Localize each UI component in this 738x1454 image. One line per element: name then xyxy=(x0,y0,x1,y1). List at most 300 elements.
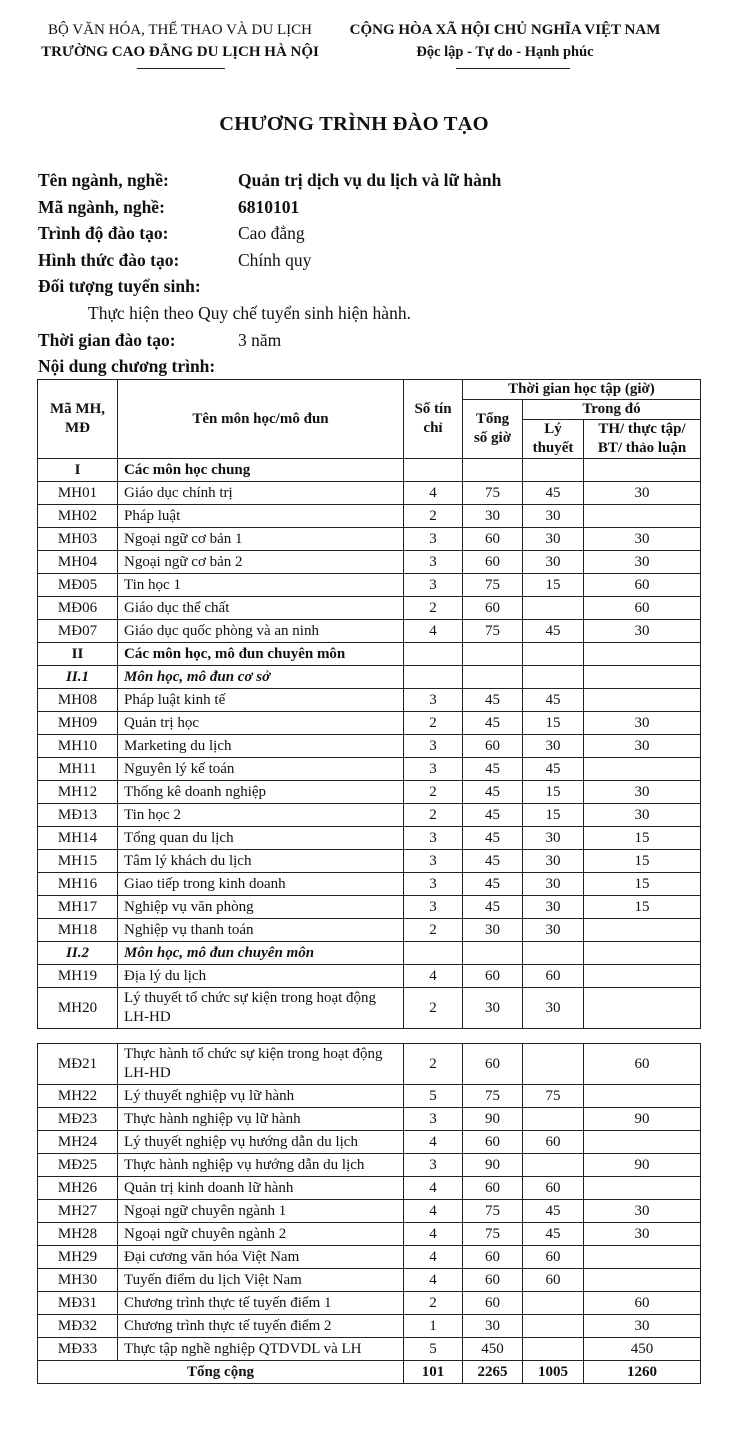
cell-total: 45 xyxy=(463,689,523,712)
table-row xyxy=(38,1315,701,1338)
cell-name: Tổng quan du lịch xyxy=(118,827,404,850)
cell-name: Thực hành nghiệp vụ lữ hành xyxy=(118,1108,404,1131)
cell-practice xyxy=(584,988,701,1029)
cell-code: MH11 xyxy=(38,758,118,781)
cell-code: MH24 xyxy=(38,1131,118,1154)
total-theory: 1005 xyxy=(523,1361,584,1384)
cell-total: 60 xyxy=(463,1246,523,1269)
cell-theory: 15 xyxy=(523,712,584,735)
cell-practice: 30 xyxy=(584,712,701,735)
table-row xyxy=(38,1044,701,1085)
cell-total: 60 xyxy=(463,1131,523,1154)
cell-total: 45 xyxy=(463,850,523,873)
cell-code: MH27 xyxy=(38,1200,118,1223)
cell-credits: 5 xyxy=(404,1085,463,1108)
table-row xyxy=(38,528,701,551)
cell-practice: 90 xyxy=(584,1154,701,1177)
info-label: Tên ngành, nghề: xyxy=(38,170,169,190)
cell-total: 60 xyxy=(463,965,523,988)
cell-credits: 3 xyxy=(404,896,463,919)
cell-credits: 4 xyxy=(404,1200,463,1223)
total-practice: 1260 xyxy=(584,1361,701,1384)
info-label: Đối tượng tuyển sinh: xyxy=(38,276,201,297)
cell-theory xyxy=(523,666,584,689)
total-label: Tổng cộng xyxy=(38,1361,404,1384)
cell-credits xyxy=(404,459,463,482)
national-motto: Độc lập - Tự do - Hạnh phúc xyxy=(416,44,594,60)
cell-name: Nghiệp vụ thanh toán xyxy=(118,919,404,942)
left-underline-divider xyxy=(137,68,225,69)
cell-name: Pháp luật xyxy=(118,505,404,528)
total-row xyxy=(38,1361,701,1384)
info-row-level xyxy=(38,220,501,247)
cell-credits: 2 xyxy=(404,804,463,827)
cell-total: 60 xyxy=(463,528,523,551)
cell-code: MĐ32 xyxy=(38,1315,118,1338)
cell-theory: 60 xyxy=(523,1131,584,1154)
cell-credits: 3 xyxy=(404,850,463,873)
cell-practice: 30 xyxy=(584,735,701,758)
cell-code: MĐ07 xyxy=(38,620,118,643)
cell-practice: 30 xyxy=(584,804,701,827)
cell-theory: 30 xyxy=(523,505,584,528)
cell-code: MĐ21 xyxy=(38,1044,118,1085)
header-theory: Lý thuyết xyxy=(523,420,584,459)
total-hours: 2265 xyxy=(463,1361,523,1384)
subsection-row xyxy=(38,942,701,965)
cell-name: Ngoại ngữ cơ bản 2 xyxy=(118,551,404,574)
cell-practice: 15 xyxy=(584,827,701,850)
info-value: Chính quy xyxy=(238,249,312,270)
cell-theory xyxy=(523,1044,584,1085)
cell-practice: 15 xyxy=(584,873,701,896)
ministry-name: BỘ VĂN HÓA, THỂ THAO VÀ DU LỊCH xyxy=(48,22,312,38)
header-time-group: Thời gian học tập (giờ) xyxy=(463,380,701,400)
cell-name: Thực tập nghề nghiệp QTDVDL và LH xyxy=(118,1338,404,1361)
section-code: II.1 xyxy=(38,666,118,689)
cell-credits: 3 xyxy=(404,873,463,896)
cell-practice: 15 xyxy=(584,850,701,873)
cell-theory: 30 xyxy=(523,988,584,1029)
table-row xyxy=(38,827,701,850)
cell-code: MH04 xyxy=(38,551,118,574)
cell-practice xyxy=(584,1177,701,1200)
cell-total: 60 xyxy=(463,597,523,620)
cell-credits: 3 xyxy=(404,551,463,574)
republic-name: CỘNG HÒA XÃ HỘI CHỦ NGHĨA VIỆT NAM xyxy=(349,22,661,38)
cell-code: MH10 xyxy=(38,735,118,758)
section-name: Môn học, mô đun chuyên môn xyxy=(118,942,404,965)
cell-code: MH17 xyxy=(38,896,118,919)
cell-code: MH26 xyxy=(38,1177,118,1200)
cell-practice: 60 xyxy=(584,1292,701,1315)
cell-name: Địa lý du lịch xyxy=(118,965,404,988)
cell-theory: 60 xyxy=(523,1269,584,1292)
cell-total: 75 xyxy=(463,1200,523,1223)
section-name: Môn học, mô đun cơ sở xyxy=(118,666,404,689)
table-row xyxy=(38,1292,701,1315)
cell-code: MH09 xyxy=(38,712,118,735)
cell-practice xyxy=(584,505,701,528)
cell-credits: 4 xyxy=(404,1246,463,1269)
cell-practice: 15 xyxy=(584,896,701,919)
cell-theory xyxy=(523,1315,584,1338)
cell-theory: 30 xyxy=(523,735,584,758)
table-body-page1 xyxy=(38,459,701,1029)
cell-code: MH03 xyxy=(38,528,118,551)
cell-practice xyxy=(584,942,701,965)
cell-theory: 45 xyxy=(523,1200,584,1223)
info-label: Thời gian đào tạo: xyxy=(38,329,176,350)
cell-code: MH28 xyxy=(38,1223,118,1246)
cell-credits: 4 xyxy=(404,1177,463,1200)
cell-practice: 30 xyxy=(584,551,701,574)
cell-theory: 45 xyxy=(523,1223,584,1246)
cell-practice: 90 xyxy=(584,1108,701,1131)
info-value: 3 năm xyxy=(238,329,282,350)
cell-name: Giao tiếp trong kinh doanh xyxy=(118,873,404,896)
table-row xyxy=(38,758,701,781)
cell-name: Tâm lý khách du lịch xyxy=(118,850,404,873)
school-name: TRƯỜNG CAO ĐẲNG DU LỊCH HÀ NỘI xyxy=(41,44,319,60)
header-total-hours: Tổng số giờ xyxy=(463,400,523,459)
header-name: Tên môn học/mô đun xyxy=(118,380,404,459)
cell-theory xyxy=(523,1338,584,1361)
cell-credits: 2 xyxy=(404,1292,463,1315)
cell-credits: 2 xyxy=(404,781,463,804)
cell-total: 75 xyxy=(463,620,523,643)
cell-credits: 3 xyxy=(404,1108,463,1131)
cell-theory: 15 xyxy=(523,804,584,827)
cell-practice: 30 xyxy=(584,482,701,505)
cell-practice: 60 xyxy=(584,1044,701,1085)
table-row xyxy=(38,689,701,712)
cell-credits: 2 xyxy=(404,919,463,942)
table-row xyxy=(38,781,701,804)
cell-credits: 5 xyxy=(404,1338,463,1361)
cell-total xyxy=(463,643,523,666)
cell-theory xyxy=(523,1154,584,1177)
cell-code: MH15 xyxy=(38,850,118,873)
cell-credits: 3 xyxy=(404,758,463,781)
cell-name: Tin học 1 xyxy=(118,574,404,597)
cell-total: 60 xyxy=(463,1044,523,1085)
table-row xyxy=(38,1108,701,1131)
cell-theory: 15 xyxy=(523,781,584,804)
cell-total: 30 xyxy=(463,988,523,1029)
info-row-major xyxy=(38,167,501,194)
cell-practice: 30 xyxy=(584,1200,701,1223)
cell-theory: 60 xyxy=(523,1246,584,1269)
cell-code: MH22 xyxy=(38,1085,118,1108)
header-practice: TH/ thực tập/ BT/ thảo luận xyxy=(584,420,701,459)
cell-practice: 30 xyxy=(584,1223,701,1246)
cell-name: Nghiệp vụ văn phòng xyxy=(118,896,404,919)
cell-name: Ngoại ngữ chuyên ngành 2 xyxy=(118,1223,404,1246)
cell-practice xyxy=(584,758,701,781)
cell-total: 45 xyxy=(463,873,523,896)
cell-name: Giáo dục chính trị xyxy=(118,482,404,505)
cell-total: 90 xyxy=(463,1108,523,1131)
cell-total: 45 xyxy=(463,781,523,804)
cell-name: Quản trị học xyxy=(118,712,404,735)
cell-total: 450 xyxy=(463,1338,523,1361)
total-credits: 101 xyxy=(404,1361,463,1384)
cell-credits: 3 xyxy=(404,735,463,758)
cell-total: 30 xyxy=(463,1315,523,1338)
section-code: II.2 xyxy=(38,942,118,965)
cell-practice: 450 xyxy=(584,1338,701,1361)
cell-total: 45 xyxy=(463,758,523,781)
cell-theory: 30 xyxy=(523,896,584,919)
table-row xyxy=(38,919,701,942)
cell-name: Ngoại ngữ cơ bản 1 xyxy=(118,528,404,551)
info-label: Mã ngành, nghề: xyxy=(38,196,165,217)
table-row xyxy=(38,551,701,574)
table-row xyxy=(38,574,701,597)
cell-credits: 1 xyxy=(404,1315,463,1338)
cell-total: 45 xyxy=(463,712,523,735)
cell-name: Pháp luật kinh tế xyxy=(118,689,404,712)
cell-code: MH29 xyxy=(38,1246,118,1269)
cell-credits: 4 xyxy=(404,1131,463,1154)
cell-code: MH16 xyxy=(38,873,118,896)
cell-code: MĐ33 xyxy=(38,1338,118,1361)
cell-theory xyxy=(523,643,584,666)
curriculum-table-page1 xyxy=(37,379,701,1029)
cell-name: Thực hành tổ chức sự kiện trong hoạt động LH-HD xyxy=(118,1044,404,1085)
info-row-content xyxy=(38,353,501,380)
header-code: Mã MH, MĐ xyxy=(38,380,118,459)
section-row xyxy=(38,459,701,482)
cell-practice: 60 xyxy=(584,574,701,597)
cell-practice xyxy=(584,666,701,689)
cell-total: 45 xyxy=(463,827,523,850)
cell-practice xyxy=(584,919,701,942)
cell-name: Chương trình thực tế tuyến điểm 2 xyxy=(118,1315,404,1338)
table-row xyxy=(38,873,701,896)
cell-name: Chương trình thực tế tuyến điểm 1 xyxy=(118,1292,404,1315)
cell-total: 45 xyxy=(463,896,523,919)
table-body-page2 xyxy=(38,1044,701,1361)
cell-code: MĐ06 xyxy=(38,597,118,620)
cell-theory: 30 xyxy=(523,528,584,551)
info-row-admission xyxy=(38,273,501,300)
cell-credits xyxy=(404,942,463,965)
admission-note: Thực hiện theo Quy chế tuyển sinh hiện hành. xyxy=(88,302,411,323)
cell-code: MH08 xyxy=(38,689,118,712)
cell-practice xyxy=(584,1085,701,1108)
cell-practice xyxy=(584,1131,701,1154)
cell-name: Lý thuyết tổ chức sự kiện trong hoạt động LH-HD xyxy=(118,988,404,1029)
info-value: Cao đẳng xyxy=(238,223,305,244)
cell-theory: 45 xyxy=(523,482,584,505)
cell-total: 30 xyxy=(463,919,523,942)
info-row-duration xyxy=(38,327,501,354)
issuing-agency xyxy=(20,19,340,63)
table-row xyxy=(38,505,701,528)
cell-code: MH19 xyxy=(38,965,118,988)
cell-code: MH18 xyxy=(38,919,118,942)
cell-code: MH14 xyxy=(38,827,118,850)
cell-practice: 60 xyxy=(584,597,701,620)
cell-practice: 30 xyxy=(584,620,701,643)
info-label: Hình thức đào tạo: xyxy=(38,249,180,270)
cell-practice xyxy=(584,459,701,482)
table-row xyxy=(38,735,701,758)
program-info xyxy=(38,167,501,380)
info-row-code xyxy=(38,194,501,221)
cell-theory: 45 xyxy=(523,620,584,643)
cell-name: Tuyến điểm du lịch Việt Nam xyxy=(118,1269,404,1292)
cell-theory xyxy=(523,1108,584,1131)
cell-total: 75 xyxy=(463,482,523,505)
section-name: Các môn học, mô đun chuyên môn xyxy=(118,643,404,666)
table-row xyxy=(38,1246,701,1269)
cell-credits xyxy=(404,643,463,666)
cell-theory: 45 xyxy=(523,758,584,781)
table-row xyxy=(38,804,701,827)
cell-theory: 30 xyxy=(523,827,584,850)
cell-theory: 15 xyxy=(523,574,584,597)
cell-practice xyxy=(584,689,701,712)
cell-total: 90 xyxy=(463,1154,523,1177)
cell-credits xyxy=(404,666,463,689)
header-credits: Số tín chỉ xyxy=(404,380,463,459)
cell-credits: 3 xyxy=(404,827,463,850)
cell-theory: 45 xyxy=(523,689,584,712)
table-row xyxy=(38,620,701,643)
cell-practice xyxy=(584,1269,701,1292)
cell-code: MĐ23 xyxy=(38,1108,118,1131)
cell-credits: 4 xyxy=(404,1269,463,1292)
cell-theory: 30 xyxy=(523,850,584,873)
header-of-which: Trong đó xyxy=(523,400,701,420)
table-row xyxy=(38,1200,701,1223)
section-code: II xyxy=(38,643,118,666)
cell-credits: 4 xyxy=(404,482,463,505)
national-heading xyxy=(340,19,670,63)
cell-total: 45 xyxy=(463,804,523,827)
cell-theory xyxy=(523,459,584,482)
cell-theory: 30 xyxy=(523,873,584,896)
cell-credits: 4 xyxy=(404,965,463,988)
cell-total: 60 xyxy=(463,1292,523,1315)
document-title: CHƯƠNG TRÌNH ĐÀO TẠO xyxy=(219,113,489,135)
cell-theory: 60 xyxy=(523,965,584,988)
cell-theory: 75 xyxy=(523,1085,584,1108)
cell-total xyxy=(463,459,523,482)
cell-code: MĐ25 xyxy=(38,1154,118,1177)
cell-name: Ngoại ngữ chuyên ngành 1 xyxy=(118,1200,404,1223)
cell-total: 60 xyxy=(463,735,523,758)
cell-total xyxy=(463,666,523,689)
cell-name: Tin học 2 xyxy=(118,804,404,827)
cell-total: 60 xyxy=(463,1269,523,1292)
cell-practice xyxy=(584,1246,701,1269)
cell-name: Marketing du lịch xyxy=(118,735,404,758)
cell-name: Nguyên lý kế toán xyxy=(118,758,404,781)
cell-practice xyxy=(584,643,701,666)
cell-total: 30 xyxy=(463,505,523,528)
cell-code: MĐ13 xyxy=(38,804,118,827)
table-row xyxy=(38,597,701,620)
content-label: Nội dung chương trình: xyxy=(38,356,216,377)
table-row xyxy=(38,965,701,988)
curriculum-table-page2 xyxy=(37,1043,701,1384)
cell-credits: 3 xyxy=(404,689,463,712)
cell-practice: 30 xyxy=(584,781,701,804)
cell-total: 60 xyxy=(463,1177,523,1200)
cell-code: MH12 xyxy=(38,781,118,804)
table-row xyxy=(38,1085,701,1108)
right-underline-divider xyxy=(456,68,570,69)
cell-code: MH30 xyxy=(38,1269,118,1292)
cell-name: Quản trị kinh doanh lữ hành xyxy=(118,1177,404,1200)
cell-total: 75 xyxy=(463,1223,523,1246)
table-row xyxy=(38,1338,701,1361)
cell-theory: 60 xyxy=(523,1177,584,1200)
cell-credits: 2 xyxy=(404,505,463,528)
cell-theory xyxy=(523,597,584,620)
cell-total xyxy=(463,942,523,965)
cell-total: 75 xyxy=(463,574,523,597)
cell-credits: 4 xyxy=(404,620,463,643)
section-name: Các môn học chung xyxy=(118,459,404,482)
cell-theory: 30 xyxy=(523,919,584,942)
subsection-row xyxy=(38,666,701,689)
cell-credits: 3 xyxy=(404,1154,463,1177)
cell-credits: 2 xyxy=(404,712,463,735)
cell-name: Lý thuyết nghiệp vụ hướng dẫn du lịch xyxy=(118,1131,404,1154)
cell-name: Giáo dục quốc phòng và an ninh xyxy=(118,620,404,643)
cell-credits: 3 xyxy=(404,528,463,551)
table-row xyxy=(38,1223,701,1246)
cell-credits: 2 xyxy=(404,597,463,620)
info-value: Quản trị dịch vụ du lịch và lữ hành xyxy=(238,170,502,190)
cell-credits: 4 xyxy=(404,1223,463,1246)
table-row xyxy=(38,712,701,735)
cell-code: MH01 xyxy=(38,482,118,505)
cell-code: MĐ31 xyxy=(38,1292,118,1315)
cell-name: Thực hành nghiệp vụ hướng dẫn du lịch xyxy=(118,1154,404,1177)
info-value: 6810101 xyxy=(238,196,300,217)
cell-name: Lý thuyết nghiệp vụ lữ hành xyxy=(118,1085,404,1108)
info-label: Trình độ đào tạo: xyxy=(38,223,169,244)
cell-practice: 30 xyxy=(584,1315,701,1338)
cell-theory: 30 xyxy=(523,551,584,574)
table-row xyxy=(38,896,701,919)
table-row xyxy=(38,1154,701,1177)
info-row-form xyxy=(38,247,501,274)
section-row xyxy=(38,643,701,666)
info-row-admission-note xyxy=(38,300,501,327)
table-row xyxy=(38,1131,701,1154)
table-row xyxy=(38,1269,701,1292)
table-row xyxy=(38,988,701,1029)
cell-name: Giáo dục thể chất xyxy=(118,597,404,620)
cell-name: Thống kê doanh nghiệp xyxy=(118,781,404,804)
table-row xyxy=(38,1177,701,1200)
cell-credits: 2 xyxy=(404,988,463,1029)
cell-theory xyxy=(523,942,584,965)
cell-code: MH02 xyxy=(38,505,118,528)
section-code: I xyxy=(38,459,118,482)
cell-credits: 2 xyxy=(404,1044,463,1085)
cell-total: 75 xyxy=(463,1085,523,1108)
cell-code: MH20 xyxy=(38,988,118,1029)
cell-credits: 3 xyxy=(404,574,463,597)
